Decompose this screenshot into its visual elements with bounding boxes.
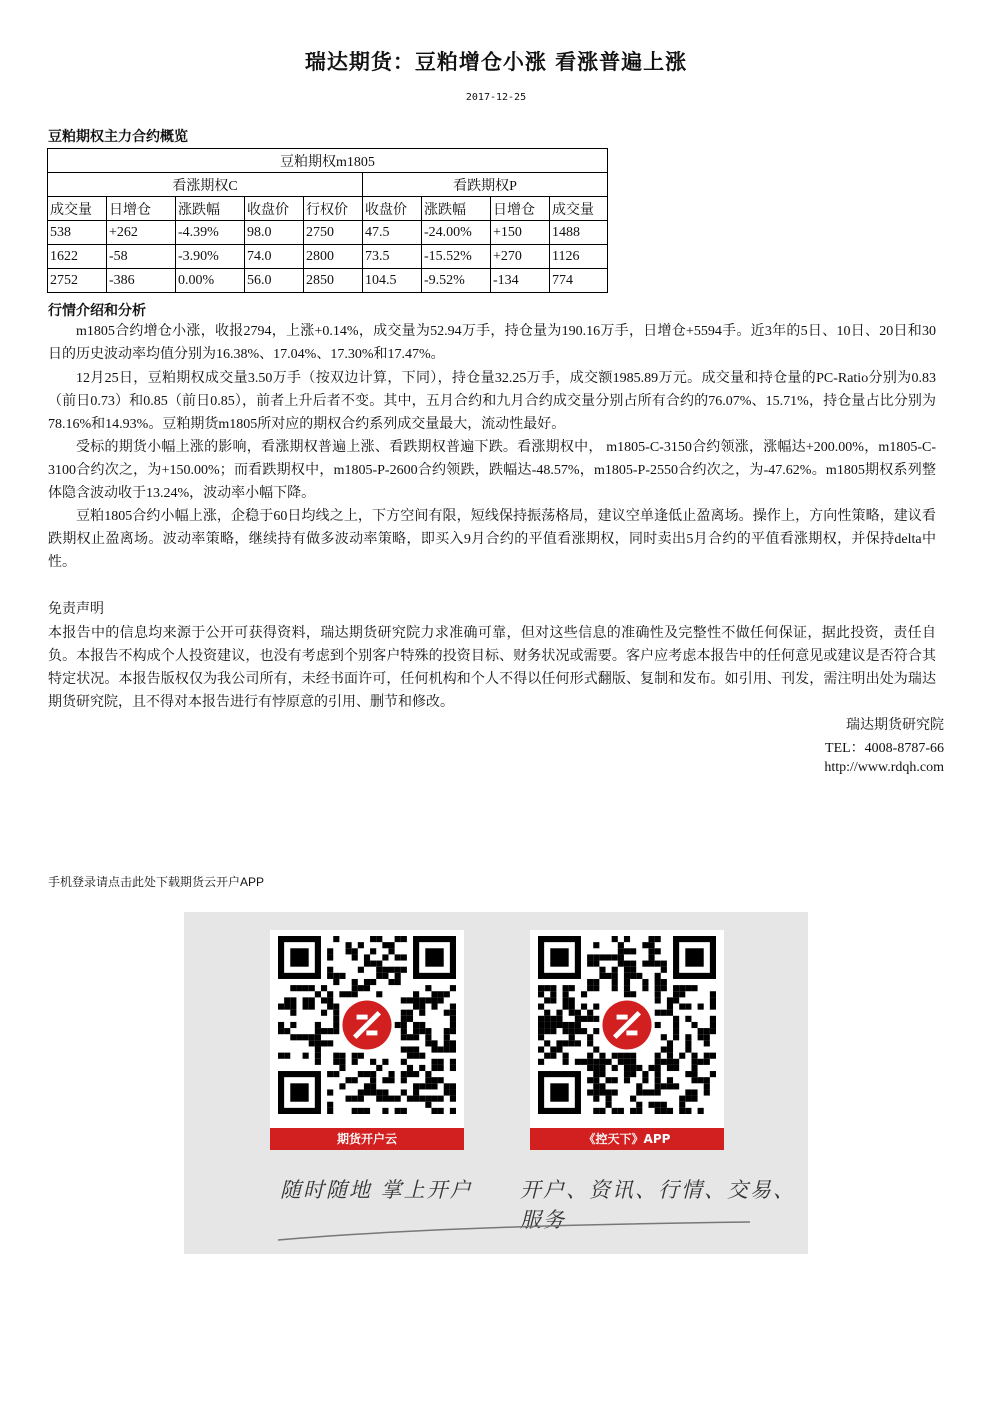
analysis-paragraph: m1805合约增仓小涨，收报2794，上涨+0.14%，成交量为52.94万手，持仓量为190.16万手，日增仓+5594手。近3年的5日、10日、20日和30日的历史波动率均值分别为16.38%、17.04%、17.30%和17.47%。 xyxy=(48,324,936,362)
report-date: 2017-12-25 xyxy=(465,92,527,103)
table-cell: 1622 xyxy=(48,245,107,269)
table-cell: +270 xyxy=(491,245,550,269)
call-header: 看涨期权C xyxy=(48,173,363,197)
column-header: 收盘价 xyxy=(363,197,422,221)
table-cell: 1488 xyxy=(550,221,608,245)
slogan-right: 开户、资讯、行情、交易、服务 xyxy=(520,1178,796,1232)
table-title: 豆粕期权m1805 xyxy=(48,149,608,173)
slogan-left: 随时随地 掌上开户 xyxy=(280,1178,473,1202)
qr-card-kaihuyun[interactable] xyxy=(270,930,464,1150)
section-heading-analysis: 行情介绍和分析 xyxy=(48,303,146,319)
disclaimer-title: 免责声明 xyxy=(48,601,104,617)
table-row xyxy=(48,269,608,293)
column-header: 涨跌幅 xyxy=(176,197,245,221)
table-row xyxy=(48,245,608,269)
put-header: 看跌期权P xyxy=(363,173,608,197)
table-cell: 1126 xyxy=(550,245,608,269)
section-heading-overview: 豆粕期权主力合约概览 xyxy=(48,129,188,145)
column-header: 收盘价 xyxy=(245,197,304,221)
table-row xyxy=(48,221,608,245)
qr-card-kongtianxia[interactable] xyxy=(530,930,724,1150)
disclaimer-text: 本报告中的信息均来源于公开可获得资料，瑞达期货研究院力求准确可靠，但对这些信息的准确性及完整性不做任何保证，据此投资，责任自负。本报告不构成个人投资建议，也没有考虑到个别客户特殊的投资目标、财务状况或需要。客户应考虑本报告中的任何意见或建议是否符合其特定状况。本报告版权仅为我公司所有，未经书面许可，任何机构和个人不得以任何形式翻版、复制和发布。如引用、刊发，需注明出处为瑞达期货研究院，且不得对本报告进行有悖原意的引用、删节和修改。 xyxy=(48,626,936,710)
app-download-link[interactable]: 手机登录请点击此处下载期货云开户APP xyxy=(48,875,265,889)
table-header-row xyxy=(48,197,608,221)
table-cell: +150 xyxy=(491,221,550,245)
column-header: 行权价 xyxy=(304,197,363,221)
analysis-paragraph: 豆粕1805合约小幅上涨，企稳于60日均线之上，下方空间有限，短线保持振荡格局，建议空单逢低止盈离场。操作上，方向性策略，建议看跌期权止盈离场。波动率策略，继续持有做多波动率策略，即买入9月合约的平值看涨期权，同时卖出5月合约的平值看涨期权，并保持delta中性。 xyxy=(48,509,936,570)
signature-url[interactable]: http://www.rdqh.com xyxy=(824,760,944,775)
signature-tel: TEL：4008-8787-66 xyxy=(825,741,944,756)
table-cell: -3.90% xyxy=(176,245,245,269)
table-cell: 2800 xyxy=(304,245,363,269)
table-cell: 0.00% xyxy=(176,269,245,293)
qr-label: 《控天下》APP xyxy=(530,1128,724,1150)
table-cell: -134 xyxy=(491,269,550,293)
table-cell: -386 xyxy=(107,269,176,293)
table-cell: 2750 xyxy=(304,221,363,245)
table-cell: 2752 xyxy=(48,269,107,293)
column-header: 日增仓 xyxy=(107,197,176,221)
table-cell: 47.5 xyxy=(363,221,422,245)
column-header: 涨跌幅 xyxy=(422,197,491,221)
table-cell: 73.5 xyxy=(363,245,422,269)
table-cell: 104.5 xyxy=(363,269,422,293)
options-overview-table xyxy=(47,148,608,293)
table-cell: -24.00% xyxy=(422,221,491,245)
table-cell: -4.39% xyxy=(176,221,245,245)
table-cell: 2850 xyxy=(304,269,363,293)
table-cell: 774 xyxy=(550,269,608,293)
table-cell: 56.0 xyxy=(245,269,304,293)
analysis-paragraph: 受标的期货小幅上涨的影响，看涨期权普遍上涨、看跌期权普遍下跌。看涨期权中， m1805-C-3150合约领涨，涨幅达+200.00%，m1805-C-3100合约次之，为+150.00%；而看跌期权中，m1805-P-2600合约领跌，跌幅达-48.57%，m1805-P-2550合约次之，为-47.62%。m1805期权系列整体隐含波动收于13.24%，波动率小幅下降。 xyxy=(48,440,936,501)
qr-code-icon xyxy=(278,936,456,1114)
column-header: 成交量 xyxy=(550,197,608,221)
table-cell: +262 xyxy=(107,221,176,245)
table-title-row xyxy=(48,149,608,173)
qr-label: 期货开户云 xyxy=(270,1128,464,1150)
table-group-row xyxy=(48,173,608,197)
table-cell: -9.52% xyxy=(422,269,491,293)
table-cell: -15.52% xyxy=(422,245,491,269)
report-title: 瑞达期货：豆粕增仓小涨 看涨普遍上涨 xyxy=(304,50,688,74)
table-cell: 538 xyxy=(48,221,107,245)
table-cell: 74.0 xyxy=(245,245,304,269)
column-header: 日增仓 xyxy=(491,197,550,221)
table-cell: -58 xyxy=(107,245,176,269)
app-promo-banner[interactable] xyxy=(184,912,808,1254)
underline-stroke-icon xyxy=(274,1220,754,1244)
qr-code-icon xyxy=(538,936,716,1114)
analysis-paragraph: 12月25日，豆粕期权成交量3.50万手（按双边计算，下同），持仓量32.25万手，成交额1985.89万元。成交量和持仓量的PC-Ratio分别为0.83（前日0.73）和0.85（前日0.85），前者上升后者不变。其中，五月合约和九月合约成交量分别占所有合约的76.07%、15.71%，持仓量占比分别为78.16%和14.93%。豆粕期货m1805所对应的期权合约系列成交量最大，流动性最好。 xyxy=(48,371,936,432)
column-header: 成交量 xyxy=(48,197,107,221)
table-cell: 98.0 xyxy=(245,221,304,245)
signature-org: 瑞达期货研究院 xyxy=(846,718,944,733)
